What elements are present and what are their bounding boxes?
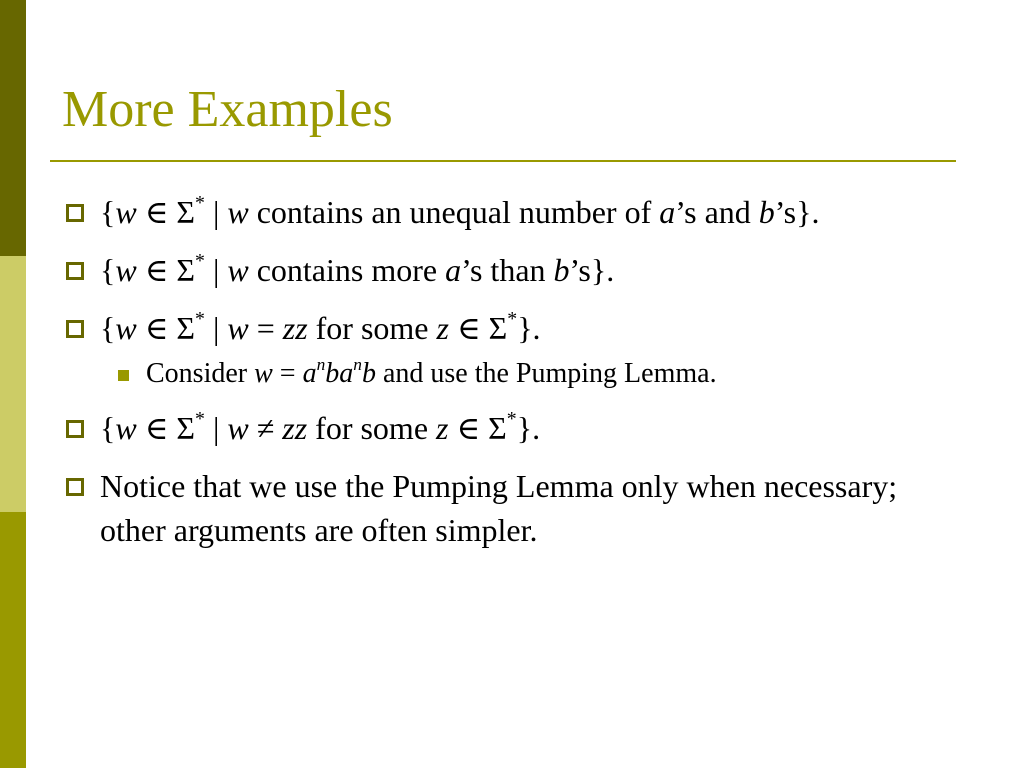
hollow-square-icon bbox=[66, 478, 84, 496]
hollow-square-icon bbox=[66, 262, 84, 280]
side-bar-bottom bbox=[0, 512, 26, 768]
hollow-square-icon bbox=[66, 204, 84, 222]
title-divider bbox=[50, 160, 956, 162]
hollow-square-icon bbox=[66, 320, 84, 338]
side-bar-top bbox=[0, 0, 26, 256]
bullet-item-1: {w ∈ Σ* | w contains an unequal number of a’s and b’s}. bbox=[62, 190, 942, 234]
bullet-item-4: {w ∈ Σ* | w ≠ zz for some z ∈ Σ*}. bbox=[62, 406, 942, 450]
bullet-item-3: {w ∈ Σ* | w = zz for some z ∈ Σ*}. bbox=[62, 306, 942, 350]
bullet-item-2: {w ∈ Σ* | w contains more a’s than b’s}. bbox=[62, 248, 942, 292]
hollow-square-icon bbox=[66, 420, 84, 438]
bullet-list bbox=[62, 190, 942, 552]
sub-bullet-item: Consider $w = a^nba^nb$ and use the Pumping Lemma. bbox=[62, 356, 942, 392]
bullet-item-5: Notice that we use the Pumping Lemma only when necessary; other arguments are often simpler. bbox=[62, 464, 942, 552]
filled-square-icon bbox=[118, 370, 129, 381]
side-bar-middle bbox=[0, 256, 26, 512]
slide-title: More Examples bbox=[62, 81, 393, 138]
